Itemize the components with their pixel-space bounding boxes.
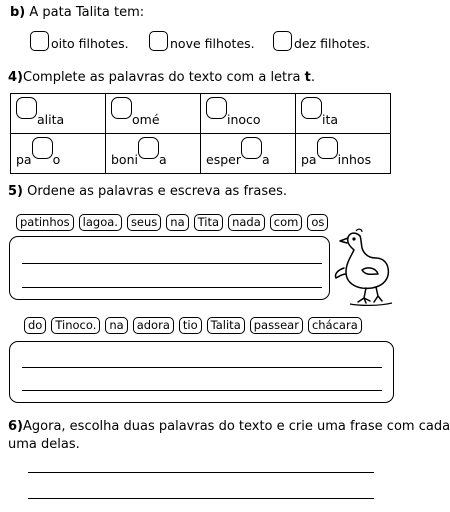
word-tile[interactable]: adora (133, 317, 174, 334)
q6-prompt-line1: Agora, escolha duas palavras do texto e crie uma frase com cada (23, 419, 450, 434)
answer-line[interactable] (28, 472, 374, 473)
q4-letter: t (304, 70, 311, 85)
letter-slot[interactable] (301, 97, 322, 119)
section-b-prompt: A pata Talita tem: (29, 5, 145, 20)
q4-heading (8, 70, 315, 86)
q6-heading (8, 418, 450, 454)
option-dez[interactable] (273, 31, 370, 51)
word-tile[interactable]: chácara (308, 317, 362, 334)
answer-line (22, 263, 322, 264)
fill-letter-table (10, 93, 391, 174)
q6-prompt-line2: uma delas. (8, 437, 80, 452)
word-tile[interactable]: Talita (207, 317, 245, 334)
letter-slot[interactable] (241, 137, 262, 159)
table-cell (201, 134, 296, 174)
table-cell (296, 94, 391, 134)
word-tile[interactable]: os (307, 214, 328, 231)
q4-number: 4) (8, 70, 23, 85)
word-tile[interactable]: tio (179, 317, 202, 334)
q5-prompt: Ordene as palavras e escreva as frases. (27, 184, 288, 199)
word-tile[interactable]: patinhos (16, 214, 74, 231)
option-nove-label: nove filhotes. (170, 36, 255, 51)
word-tile[interactable]: passear (250, 317, 303, 334)
q4-period: . (310, 70, 315, 85)
duck-eye (352, 237, 355, 240)
word-fragment: boni (111, 152, 138, 167)
word-set-1 (16, 214, 328, 231)
word-set-2 (24, 317, 362, 334)
letter-slot[interactable] (138, 137, 159, 159)
option-oito-label: oito filhotes. (51, 36, 129, 51)
word-fragment: inoco (227, 112, 261, 127)
table-row (11, 94, 391, 134)
word-fragment: o (52, 152, 61, 167)
q6-number: 6) (8, 419, 23, 434)
table-cell (11, 94, 106, 134)
table-cell (106, 94, 201, 134)
q5-number: 5) (8, 184, 23, 199)
table-cell (11, 134, 106, 174)
answer-box-2[interactable] (9, 341, 394, 403)
letter-slot[interactable] (206, 97, 227, 119)
word-tile[interactable]: nada (228, 214, 265, 231)
word-fragment: esper (206, 152, 241, 167)
table-cell (296, 134, 391, 174)
word-fragment: omé (132, 112, 160, 127)
word-fragment: pa (16, 152, 32, 167)
checkbox-oito[interactable] (30, 31, 49, 51)
letter-slot[interactable] (111, 97, 132, 119)
word-tile[interactable]: com (270, 214, 303, 231)
word-tile[interactable]: seus (127, 214, 161, 231)
checkbox-dez[interactable] (273, 31, 292, 51)
table-row (11, 134, 391, 174)
section-b-letter: b) (10, 5, 26, 20)
word-fragment: pa (301, 152, 317, 167)
word-tile[interactable]: lagoa. (79, 214, 122, 231)
option-nove[interactable] (149, 31, 255, 51)
word-tile[interactable]: do (24, 317, 46, 334)
table-cell (106, 134, 201, 174)
word-fragment: a (261, 152, 270, 167)
answer-line (22, 367, 382, 368)
checkbox-nove[interactable] (149, 31, 168, 51)
table-cell (201, 94, 296, 134)
word-tile[interactable]: Tita (194, 214, 223, 231)
word-tile[interactable]: na (105, 317, 127, 334)
letter-slot[interactable] (16, 97, 37, 119)
q5-heading (8, 184, 287, 200)
option-dez-label: dez filhotes. (294, 36, 371, 51)
q4-prompt: Complete as palavras do texto com a letra (23, 70, 301, 85)
answer-line (22, 390, 382, 391)
answer-line (22, 287, 322, 288)
answer-box-1[interactable] (9, 236, 330, 300)
word-fragment: ita (322, 112, 339, 127)
word-tile[interactable]: na (166, 214, 188, 231)
letter-slot[interactable] (32, 137, 53, 159)
word-fragment: inhos (337, 152, 372, 167)
letter-slot[interactable] (317, 137, 338, 159)
section-b-heading (10, 5, 144, 21)
duck-illustration (332, 228, 398, 308)
word-fragment: a (158, 152, 167, 167)
answer-line[interactable] (28, 498, 374, 499)
word-fragment: alita (37, 112, 65, 127)
option-oito[interactable] (30, 31, 129, 51)
word-tile[interactable]: Tinoco. (51, 317, 100, 334)
